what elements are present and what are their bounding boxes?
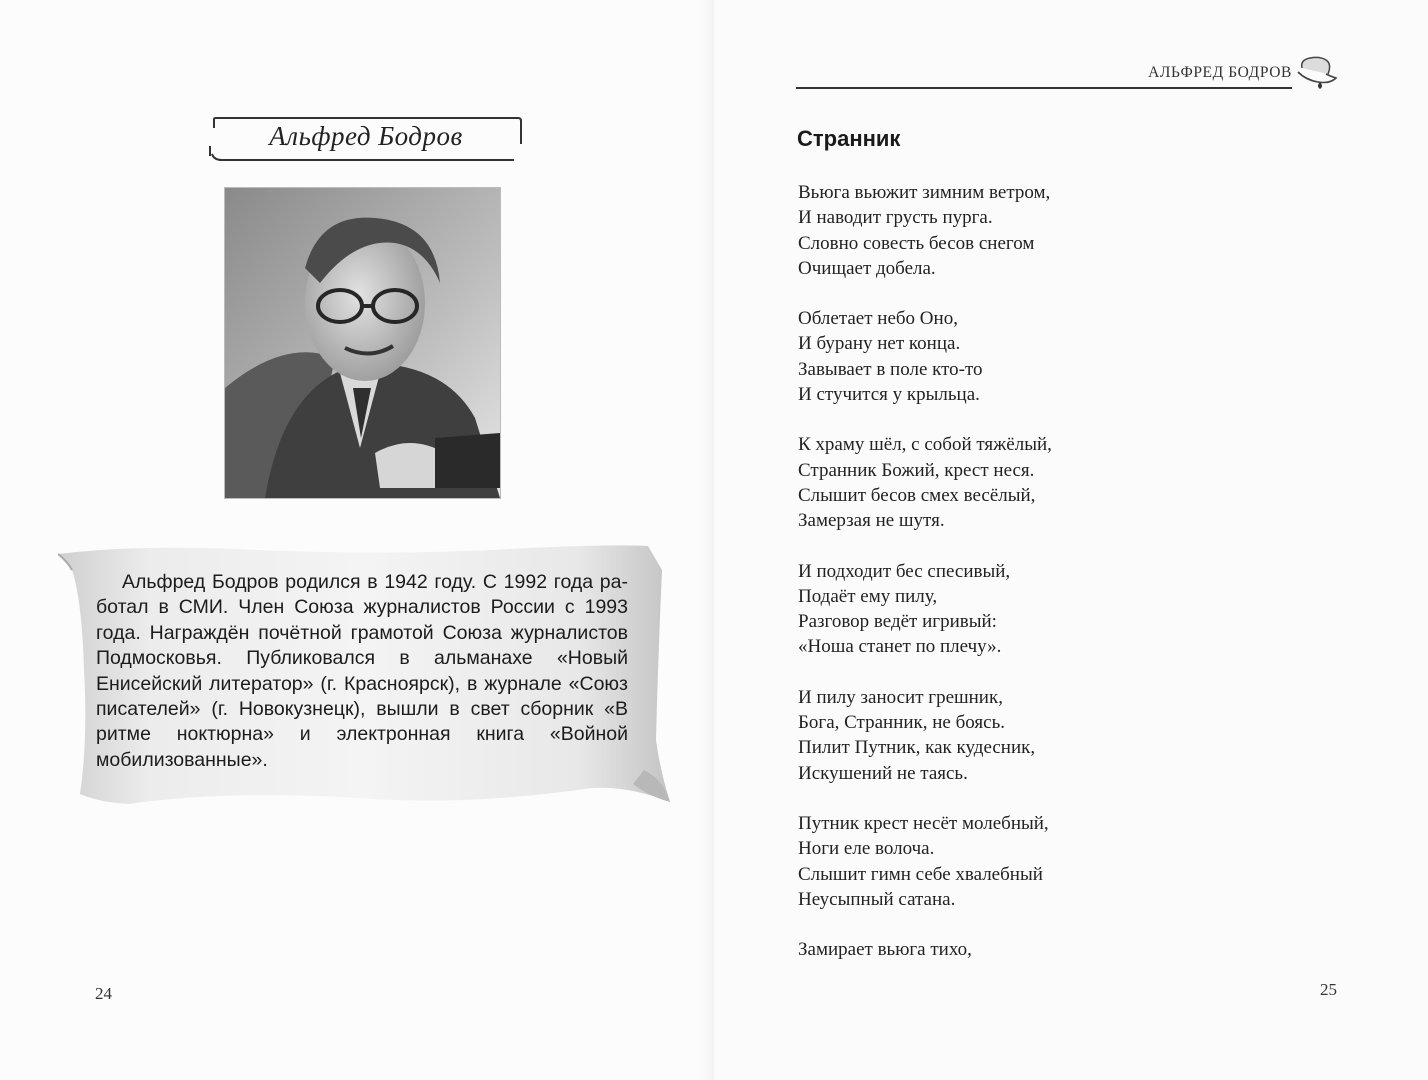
hat-icon [1296,52,1338,92]
poem-line: И стучится у крыльца. [798,384,980,406]
poem-line: И бурану нет конца. [798,333,961,355]
stanza [798,937,1318,962]
stanza [798,559,1318,660]
author-bio: Альфред Бодров родился в 1942 году. С 1992 года работал в СМИ. Член Союза журналистов России с 1993 года. Награждён почётной грамотой Союза журналистов Подмосковья. Публиковался в альманахе «Новый Енисейский литератор» (г. Красноярск), в журнале «Союз писателей» (г. Новокузнецк), вышли в свет сборник «В ритме ноктюрна» и электронная книга «Войной мобилизованные». [96,571,628,771]
poem-line: Пилит Путник, как кудесник, [798,737,1036,759]
poem-line: Слышит гимн себе хвалебный [798,863,1043,885]
poem-line: «Ноша станет по плечу». [798,636,1002,658]
author-name: Альфред Бодров [269,121,463,151]
bio-scroll [58,540,674,818]
author-name-banner [208,116,524,162]
poem-line: Вьюга вьюжит зимним ветром, [798,182,1051,203]
stanza [798,306,1318,407]
poem-line: Искушений не таясь. [798,762,968,784]
poem-line: Очищает добела. [798,257,936,279]
poem-body [798,180,1318,987]
poem-title: Странник [797,126,901,151]
stanza [798,811,1318,912]
poem-line: Замерзая не шутя. [798,510,945,532]
stanza [798,180,1318,281]
stanza [798,432,1318,533]
page-number-left: 24 [95,984,112,1003]
poem-line: Завывает в поле кто-то [798,358,983,380]
poem-line: Облетает небо Оно, [798,308,958,330]
running-header [796,52,1344,94]
poem-line: Словно совесть бесов снегом [798,232,1035,254]
page-number-right: 25 [1320,980,1337,999]
poem-line: Замирает вьюга тихо, [798,939,972,961]
poem-line: Слышит бесов смех весёлый, [798,484,1036,506]
poem-line: Ноги еле волоча. [798,838,935,860]
stanza [798,685,1318,786]
poem-line: Странник Божий, крест неся. [798,459,1035,481]
poem-line: И наводит грусть пурга. [798,207,993,229]
poem-line: И подходит бес спесивый, [798,560,1011,582]
poem-line: И пилу заносит грешник, [798,686,1003,708]
poem-line: Путник крест несёт молебный, [798,812,1049,834]
author-photo [224,187,501,499]
header-rule [796,87,1292,89]
poem-line: Неусыпный сатана. [798,888,956,910]
poem-line: Разговор ведёт игривый: [798,611,997,633]
poem-line: К храму шёл, с собой тяжёлый, [798,434,1052,456]
poem-line: Подаёт ему пилу, [798,585,938,607]
running-header-title: АЛЬФРЕД БОДРОВ [1148,64,1292,81]
poem-line: Бога, Странник, не боясь. [798,712,1006,734]
